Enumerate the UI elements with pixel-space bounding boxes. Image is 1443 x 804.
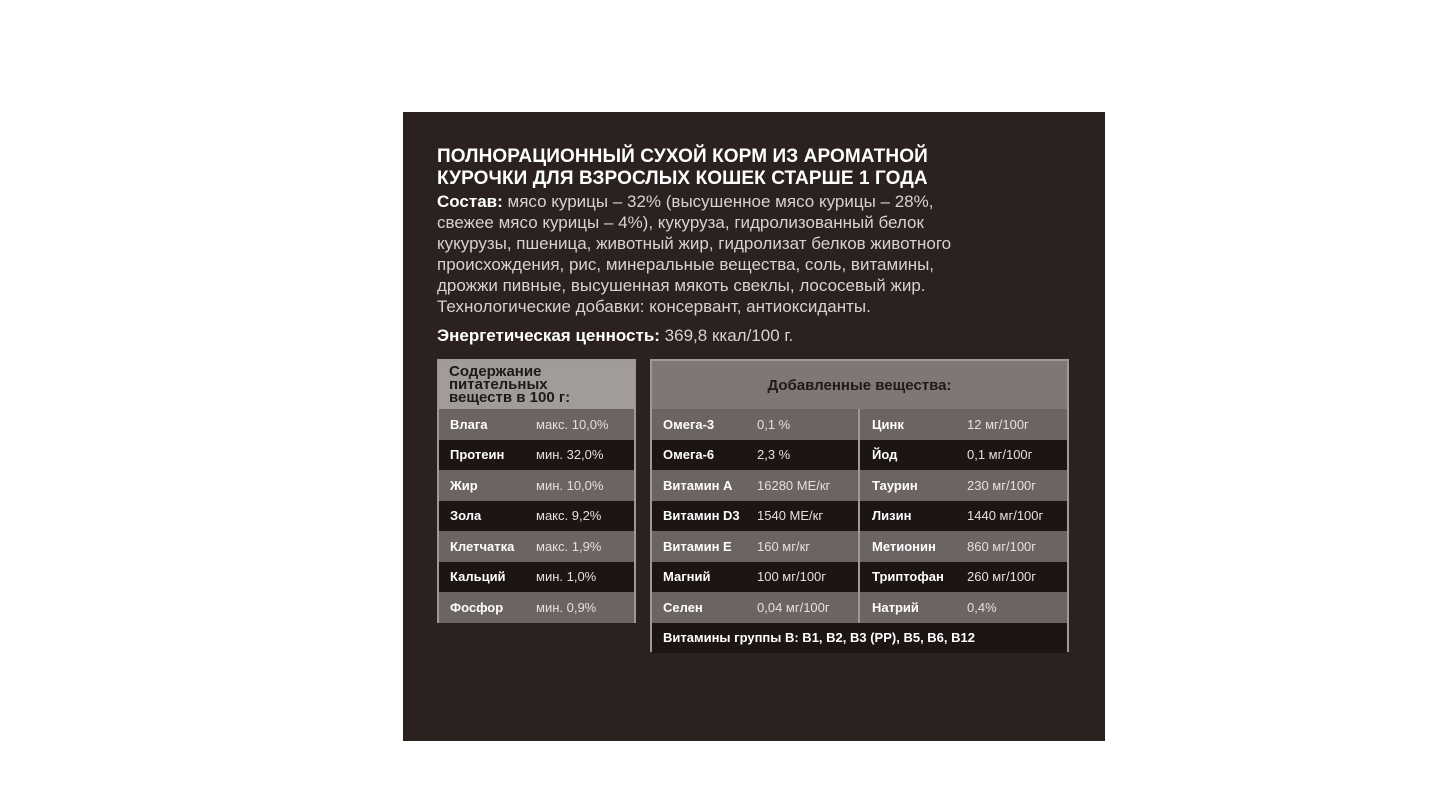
table-row: Витамин Е 160 мг/кг Метионин 860 мг/100г: [652, 531, 1067, 562]
energy-amount: 369,8 ккал/100 г.: [659, 326, 794, 345]
table-row: Омега-3 0,1 % Цинк 12 мг/100г: [652, 409, 1067, 440]
composition-line-6: Технологические добавки: консервант, антиоксиданты.: [437, 297, 871, 316]
table-row: Зола макс. 9,2%: [439, 501, 634, 532]
additives-table: [650, 359, 1069, 652]
product-title: [437, 146, 1077, 190]
table-row: Кальций мин. 1,0%: [439, 562, 634, 593]
b-vitamins-row: Витамины группы В: В1, В2, В3 (РР), В5, В6, В12: [652, 623, 1067, 653]
composition-text: [437, 191, 1077, 317]
composition-line-1: Состав: мясо курицы – 32% (высушенное мясо курицы – 28%,: [437, 192, 934, 211]
nutrients-table: [437, 359, 636, 623]
table-row: Омега-6 2,3 % Йод 0,1 мг/100г: [652, 440, 1067, 471]
table-row: Жир мин. 10,0%: [439, 470, 634, 501]
product-info-panel: [403, 112, 1105, 741]
composition-line-5: дрожжи пивные, высушенная мякоть свеклы, лососевый жир.: [437, 276, 926, 295]
additives-table-header: Добавленные вещества:: [652, 361, 1067, 409]
composition-line-4: происхождения, рис, минеральные вещества, соль, витамины,: [437, 255, 935, 274]
column-divider: [858, 470, 860, 501]
table-row: Селен 0,04 мг/100г Натрий 0,4%: [652, 592, 1067, 623]
composition-line-2: свежее мясо курицы – 4%), кукуруза, гидролизованный белок: [437, 213, 924, 232]
table-row: Фосфор мин. 0,9%: [439, 592, 634, 623]
column-divider: [858, 531, 860, 562]
energy-value: [437, 325, 1077, 346]
nutrients-table-header: Содержание питательных веществ в 100 г:: [439, 361, 634, 409]
table-row: Клетчатка макс. 1,9%: [439, 531, 634, 562]
table-row: Влага макс. 10,0%: [439, 409, 634, 440]
table-row: Магний 100 мг/100г Триптофан 260 мг/100г: [652, 562, 1067, 593]
energy-label: Энергетическая ценность:: [437, 326, 660, 345]
column-divider: [858, 562, 860, 593]
title-line-1: ПОЛНОРАЦИОННЫЙ СУХОЙ КОРМ ИЗ АРОМАТНОЙ: [437, 146, 928, 167]
composition-label: Состав:: [437, 192, 503, 211]
title-line-2: КУРОЧКИ ДЛЯ ВЗРОСЛЫХ КОШЕК СТАРШЕ 1 ГОДА: [437, 168, 928, 189]
column-divider: [858, 501, 860, 532]
table-row: Витамин D3 1540 МЕ/кг Лизин 1440 мг/100г: [652, 501, 1067, 532]
table-row: Протеин мин. 32,0%: [439, 440, 634, 471]
composition-line-3: кукурузы, пшеница, животный жир, гидролизат белков животного: [437, 234, 952, 253]
column-divider: [858, 592, 860, 623]
column-divider: [858, 409, 860, 440]
table-row: Витамин А 16280 МЕ/кг Таурин 230 мг/100г: [652, 470, 1067, 501]
column-divider: [858, 440, 860, 471]
